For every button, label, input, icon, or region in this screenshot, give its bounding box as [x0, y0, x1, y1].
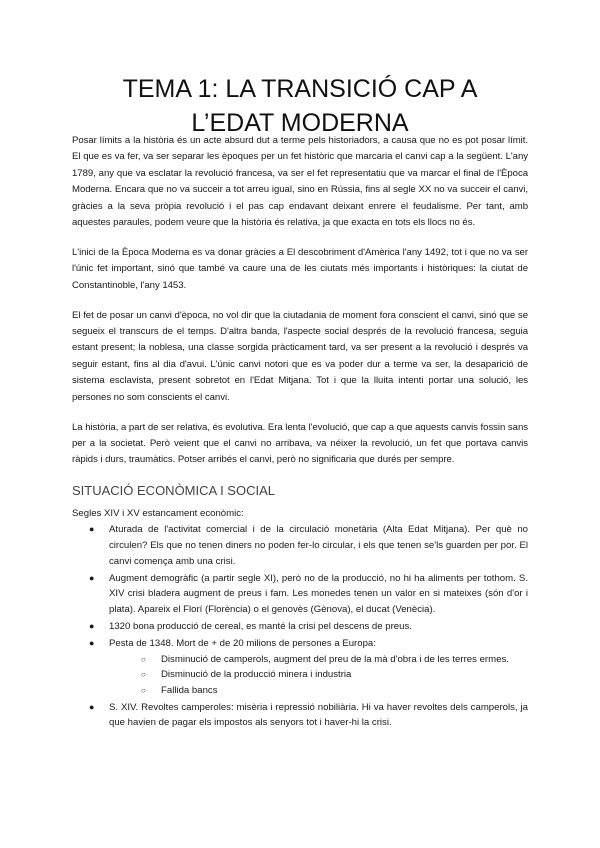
list-item-text: Augment demogràfic (a partir segle XI), però no de la producció, no hi ha aliments per tothom. S. XIV crisi bladera augment de preus i fam. Les monedes tenen un valor en si mateixes (són d'or i plata). Apareix el Florí (Florència) o el genovès (Gènova), el ducat (Venècia). — [109, 572, 528, 615]
list-item-text: S. XIV. Revoltes camperoles: misèria i repressió nobiliària. Hi va haver revoltes dels camperols, ja que havien de pagar els impostos als senyors tot i haver-hi la crisi. — [109, 701, 528, 729]
list-item — [83, 522, 528, 569]
bullet-icon: ● — [89, 572, 95, 583]
sub-list-item — [139, 683, 528, 699]
bullet-icon: ● — [89, 701, 95, 712]
bullet-icon: ● — [89, 524, 95, 535]
bullet-icon: ● — [89, 637, 95, 648]
list-item — [83, 619, 528, 635]
document-body — [72, 133, 528, 733]
bullet-list — [72, 522, 528, 731]
section-heading: SITUACIÓ ECONÒMICA I SOCIAL — [72, 483, 275, 499]
list-item — [83, 571, 528, 618]
title-line-2: L’EDAT MODERNA — [191, 109, 409, 137]
circle-bullet-icon: ○ — [141, 654, 146, 664]
sub-list-item — [139, 652, 528, 668]
circle-bullet-icon: ○ — [141, 685, 146, 695]
sub-list-item-text: Disminució de la producció minera i industria — [161, 669, 352, 681]
sub-bullet-list — [109, 652, 528, 699]
paragraph: L'inici de la Època Moderna es va donar gràcies a El descobriment d'Amèrica l'any 1492, tot i que no va ser l'únic fet important, sinó que també va caure una de les ciutats més importants i històriques: la ciutat de Constantinoble, l'any 1453. — [72, 246, 528, 291]
circle-bullet-icon: ○ — [141, 670, 146, 680]
title-line-1: TEMA 1: LA TRANSICIÓ CAP A — [122, 75, 478, 103]
sub-list-item-text: Disminució de camperols, augment del preu de la mà d'obra i de les terres ermes. — [161, 653, 509, 665]
sub-list-item — [139, 667, 528, 683]
list-item-text: Aturada de l'activitat comercial i de la circulació monetària (Alta Edat Mitjana). Per què no circulen? Els que no tenen diners no poden fer-lo circular, i els que tenen se'ls guarden per por. El canvi comença amb una crisi. — [109, 524, 528, 567]
list-item — [83, 636, 528, 698]
paragraph: Posar límits a la història és un acte absurd dut a terme pels historiadors, a causa que no es pot posar límit. El que es va fer, va ser separar les èpoques per un fet històric que marcaria el canvi cap a la següent. L'any 1789, any que va esclatar la revolució francesa, va ser el fet representatiu que va marcar el final de l'Època Moderna. Encara que no va succeir a tot arreu igual, sino en Rússia, fins al segle XX no va succeir el canvi, gràcies a la seva pròpia revolució i el pas cap endavant deixant enrere el feudalisme. Per tant, amb aquestes paraules, podem veure que la història és relativa, ja que exacta en tots els llocs no és. — [72, 135, 528, 229]
list-item-text: 1320 bona producció de cereal, es manté la crisi pel descens de preus. — [109, 620, 412, 632]
page-title — [60, 72, 540, 140]
paragraph: La història, a part de ser relativa, és evolutiva. Era lenta l'evolució, que cap a que aquests canvis fossin sans per a la societat. Però veient que el canvi no arribava, va néixer la revolució, un fet que portava canvis ràpids i durs, traumàtics. Potser arribés el canvi, però no significaria que durés per sempre. — [72, 421, 528, 466]
list-item — [83, 700, 528, 731]
bullet-icon: ● — [89, 620, 95, 631]
list-item-text: Pesta de 1348. Mort de + de 20 milions de persones a Europa: — [109, 637, 376, 649]
subheading: Segles XIV i XV estancament econòmic: — [72, 508, 244, 520]
paragraph: El fet de posar un canvi d'època, no vol dir que la ciutadania de moment fora conscient el canvi, sinó que se segueix el transcurs de el temps. D'altra banda, l'aspecte social després de la revolució francesa, seguia estant present; la noblesa, una classe sorgida pràcticament tard, va ser present a la revolució i després va seguir estant, fins al dia d'avui. L'únic canvi notori que es va poder dur a terme va ser, la desaparició de sistema esclavista, present sobretot en l'Edat Mitjana. Tot i que la lluita intenti portar una solució, les persones no som conscients el canvi. — [72, 309, 528, 403]
sub-list-item-text: Fallida bancs — [161, 684, 218, 696]
